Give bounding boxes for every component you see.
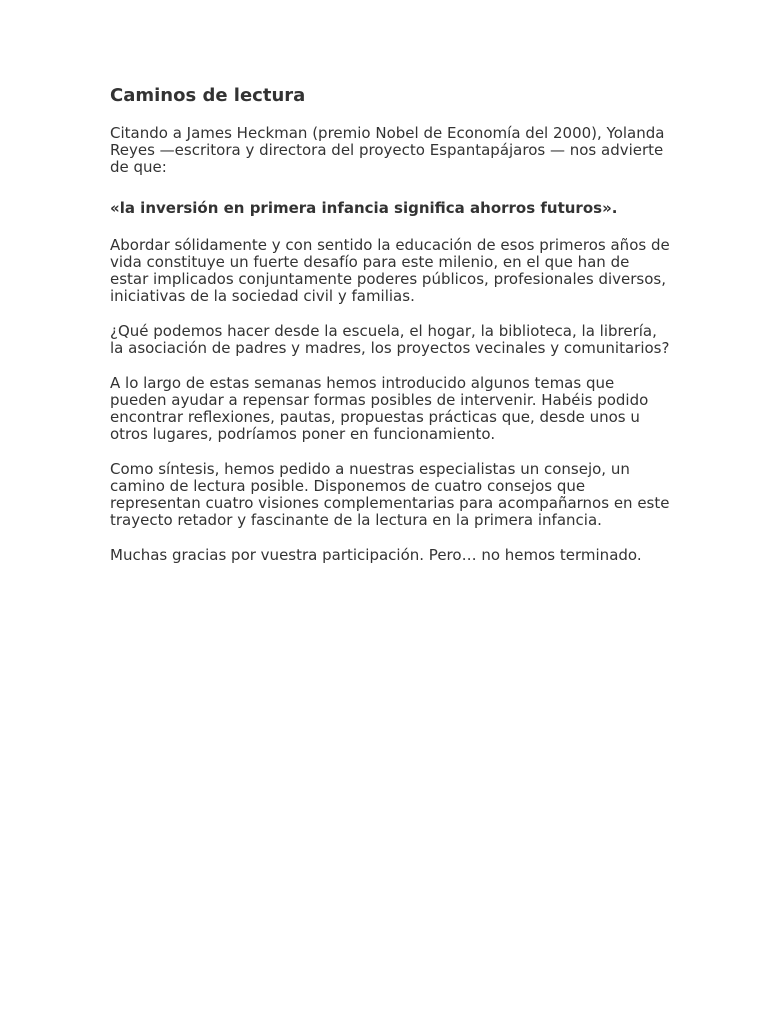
closing-paragraph: Muchas gracias por vuestra participación. Pero… no hemos terminado. <box>110 546 642 564</box>
challenge-paragraph: Abordar sólidamente y con sentido la educación de esos primeros años de vida constituye un fuerte desafío para este milenio, en el que han de estar implicados conjuntamente poderes públicos, profesionales diversos, iniciativas de la sociedad civil y familias. <box>110 236 670 305</box>
intro-paragraph: Citando a James Heckman (premio Nobel de Economía del 2000), Yolanda Reyes —escritora y directora del proyecto Espantapájaros — nos advierte de que: <box>110 124 665 176</box>
question-paragraph: ¿Qué podemos hacer desde la escuela, el hogar, la biblioteca, la librería, la asociación de padres y madres, los proyectos vecinales y comunitarios? <box>110 322 670 357</box>
synthesis-paragraph: Como síntesis, hemos pedido a nuestras especialistas un consejo, un camino de lectura posible. Disponemos de cuatro consejos que representan cuatro visiones complementarias para acompañarnos en este trayecto retador y fascinante de la lectura en la primera infancia. <box>110 460 670 529</box>
weeks-paragraph: A lo largo de estas semanas hemos introducido algunos temas que pueden ayudar a repensar formas posibles de intervenir. Habéis podido encontrar reflexiones, pautas, propuestas prácticas que, desde unos u otros lugares, podríamos poner en funcionamiento. <box>110 374 649 443</box>
heckman-quote: «la inversión en primera infancia significa ahorros futuros». <box>110 199 618 217</box>
document-page <box>110 85 670 582</box>
page-title: Caminos de lectura <box>110 85 306 106</box>
